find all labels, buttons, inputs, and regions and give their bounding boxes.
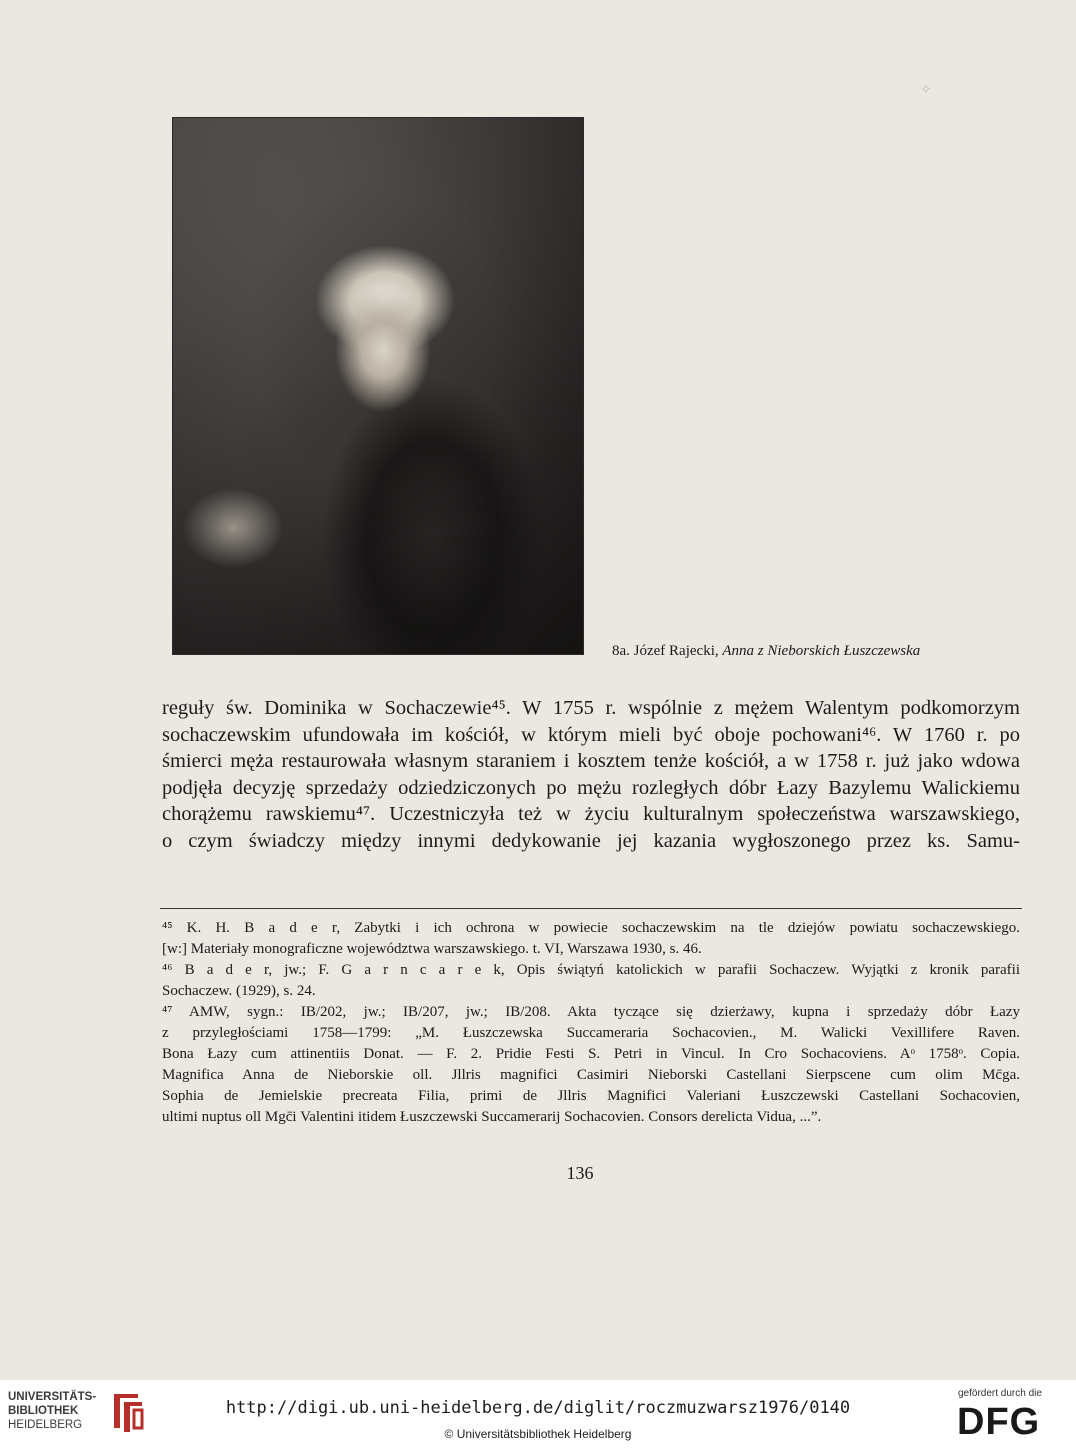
portrait-vignette bbox=[173, 118, 583, 654]
footnote-divider bbox=[160, 908, 1022, 909]
library-name-line: HEIDELBERG bbox=[8, 1419, 83, 1431]
footnote-line: z przyległościami 1758—1799: „M. Łuszczewska Succameraria Sochacovien., M. Walicki Vexillifere Raven. bbox=[162, 1025, 1020, 1041]
footnote-line: Sophia de Jemielskie precreata Filia, primi de Jllris Magnifici Valeriani Łuszczewski Castellani Sochacovien, bbox=[162, 1088, 1020, 1104]
dfg-logo: DFG bbox=[957, 1401, 1041, 1443]
footnote-line: ⁴⁶ B a d e r, jw.; F. G a r n c a r e k, Opis świątyń katolickich w parafii Sochaczew. Wyjątki z kronik parafii bbox=[162, 962, 1020, 978]
footnote-line: Bona Łazy cum attinentiis Donat. — F. 2. Pridie Festi S. Petri in Vincul. In Cro Sochacoviens. Aᵒ 1758ᵒ. Copia. bbox=[162, 1046, 1020, 1062]
page-number: 136 bbox=[566, 1163, 594, 1183]
body-line: o czym świadczy między innymi dedykowanie jej kazania wygłoszonego przez ks. Samu- bbox=[162, 829, 1020, 852]
footnote-line: ⁴⁵ K. H. B a d e r, Zabytki i ich ochrona w powiecie sochaczewskim na tle dziejów powiatu sochaczewskiego. bbox=[162, 920, 1020, 936]
caption-title: Anna z Nieborskich Łuszczewska bbox=[722, 643, 921, 659]
footnote-line: [w:] Materiały monograficzne województwa warszawskiego. t. VI, Warszawa 1930, s. 46. bbox=[162, 941, 702, 957]
library-name-line: UNIVERSITÄTS- bbox=[8, 1391, 97, 1403]
funding-label: gefördert durch die bbox=[958, 1388, 1042, 1399]
body-line: śmierci męża restaurowała własnym staraniem i kosztem tenże kościół, a w 1758 r. już jako wdowa bbox=[162, 750, 1020, 772]
figure-caption bbox=[612, 643, 920, 660]
body-text bbox=[162, 695, 1020, 854]
page-mark: ✧ bbox=[920, 83, 932, 98]
copyright-notice: © Universitätsbibliothek Heidelberg bbox=[444, 1427, 632, 1441]
caption-prefix: 8a. Józef Rajecki, bbox=[612, 643, 719, 659]
portrait-photograph bbox=[172, 117, 584, 655]
body-line: reguły św. Dominika w Sochaczewie⁴⁵. W 1755 r. wspólnie z mężem Walentym podkomorzym bbox=[162, 697, 1020, 719]
body-line: sochaczewskim ufundowała im kościół, w którym mieli być oboje pochowani⁴⁶. W 1760 r. po bbox=[162, 723, 1020, 746]
footnotes bbox=[162, 918, 1020, 1128]
permalink-url[interactable]: http://digi.ub.uni-heidelberg.de/diglit/roczmuzwarsz1976/0140 bbox=[225, 1398, 851, 1418]
footnote-line: Sochaczew. (1929), s. 24. bbox=[162, 983, 316, 999]
footnote-line: Magnifica Anna de Nieborskie oll. Jllris magnifici Casimiri Nieborski Castellani Sierpscene cum olim Mc̄ga. bbox=[162, 1067, 1020, 1083]
viewer-footer bbox=[0, 1380, 1076, 1455]
footnote-line: ⁴⁷ AMW, sygn.: IB/202, jw.; IB/207, jw.; IB/208. Akta tyczące się dzierżawy, kupna i sprzedaży dóbr Łazy bbox=[162, 1004, 1020, 1020]
footnote-line: ultimi nuptus oll Mgc̄i Valentini itidem Łuszczewski Succamerarij Sochacovien. Consors derelicta Vidua, ...”. bbox=[162, 1109, 822, 1125]
body-line: chorążemu rawskiemu⁴⁷. Uczestniczyła też w życiu kulturalnym społeczeństwa warszawskiego, bbox=[162, 803, 1020, 825]
library-name-line: BIBLIOTHEK bbox=[8, 1405, 79, 1417]
body-line: podjęła decyzję sprzedaży odziedziczonych po mężu rozległych dóbr Łazy Bazylemu Walickiemu bbox=[162, 776, 1020, 799]
